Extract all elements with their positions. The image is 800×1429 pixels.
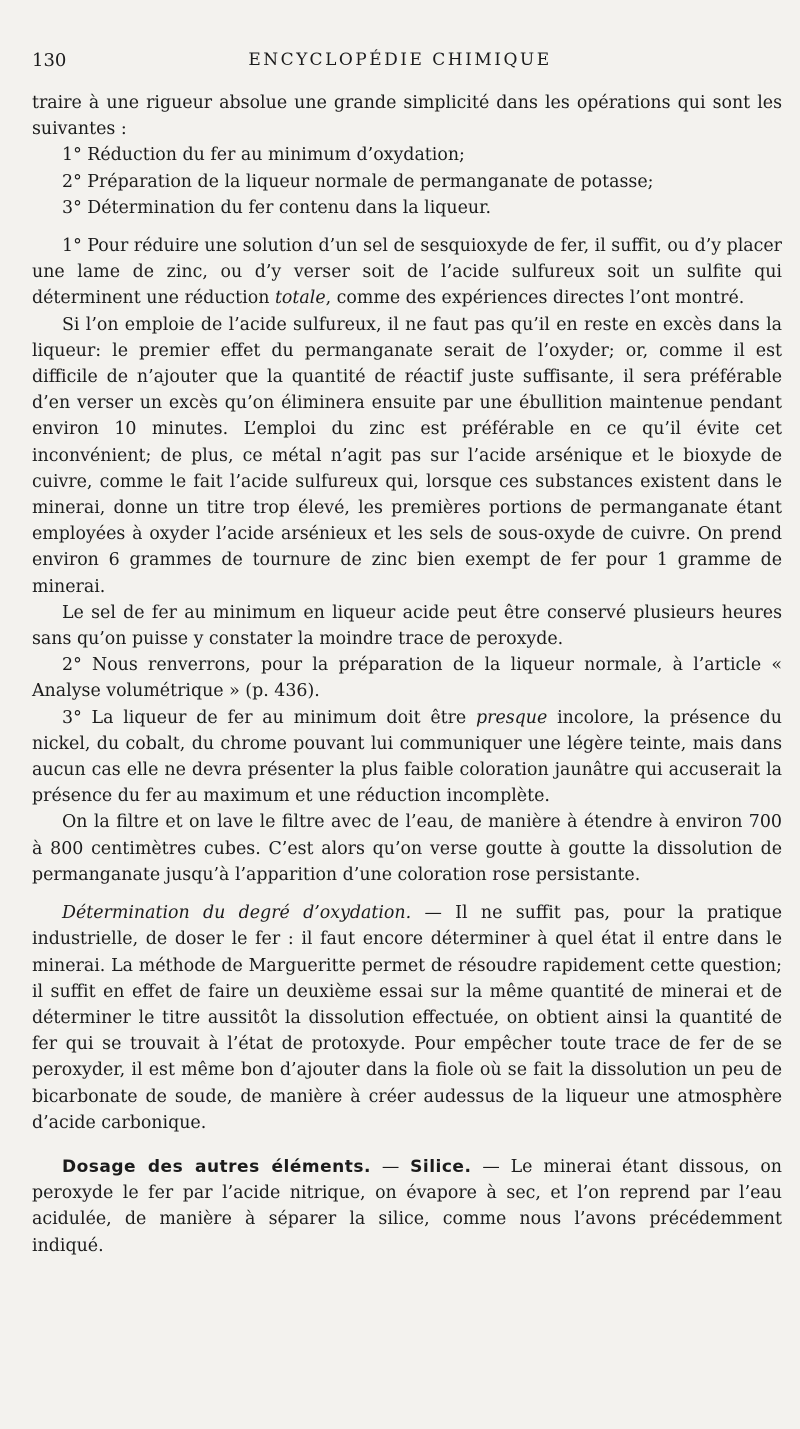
text-span: 3° La liqueur de fer au minimum doit être — [62, 707, 476, 728]
paragraph-liqueur-normale: 2° Nous renverrons, pour la préparation de la liqueur normale, à l’article « Analyse volumétrique » (p. 436). — [32, 655, 782, 702]
list-item-3: 3° Détermination du fer contenu dans la liqueur. — [62, 197, 492, 218]
paragraph-degre-oxydation — [32, 900, 782, 1136]
subsection-heading: Silice. — [410, 1156, 472, 1177]
page-number: 130 — [32, 50, 67, 71]
paragraph-filtre: On la filtre et on lave le filtre avec de l’eau, de manière à étendre à environ 700 à 800 centimètres cubes. C’est alors qu’on verse goutte à goutte la dissolution de permanganate jusqu’à l’apparition d’une coloration rose persistante. — [32, 812, 782, 885]
section-heading: Dosage des autres éléments. — [62, 1156, 371, 1177]
section-title-italic: Détermination du degré d’oxydation. — [62, 903, 412, 924]
running-title: ENCYCLOPÉDIE CHIMIQUE — [248, 50, 552, 70]
emphasis: totale — [274, 288, 326, 309]
text-span: , comme des expériences directes l’ont montré. — [325, 288, 745, 309]
emphasis: presque — [476, 707, 548, 728]
paragraph-reduction — [32, 233, 782, 312]
paragraph-liqueur-incolore — [32, 705, 782, 810]
list-item-2: 2° Préparation de la liqueur normale de permanganate de potasse; — [62, 171, 654, 192]
text-span: — Il ne suffit pas, pour la pratique industrielle, de doser le fer : il faut encore déterminer à quel état il entre dans le minerai. La méthode de Margueritte permet de résoudre rapidement cette question; il suffit en effet de faire un deuxième essai sur la même quantité de minerai et de déterminer le titre aussitôt la dissolution effectuée, on obtient ainsi la quantité de fer qui se trouvait à l’état de protoxyde. Pour empêcher toute trace de fer de se peroxyder, il est même bon d’ajouter dans la fiole où se fait la dissolution un peu de bicarbonate de soude, de manière à créer audessus de la liqueur une atmosphère d’acide carbonique. — [32, 903, 783, 1133]
paragraph-intro: traire à une rigueur absolue une grande simplicité dans les opérations qui sont les suivantes : — [32, 93, 782, 140]
text-span: 1° Pour réduire une solution d’un sel de sesquioxyde de fer, il suffit, ou d’y placer une lame de zinc, ou d’y verser soit de l’acide sulfureux soit un sulfite qui déterminent une réduction — [32, 236, 782, 309]
text-span: — Le minerai étant dissous, on peroxyde le fer par l’acide nitrique, on évapore à sec, et l’on reprend par l’eau acidulée, de manière à séparer la silice, comme nous l’avons précédemment indiqué. — [32, 1156, 782, 1256]
paragraph-sel-de-fer: Le sel de fer au minimum en liqueur acide peut être conservé plusieurs heures sans qu’on puisse y constater la moindre trace de peroxyde. — [32, 602, 782, 650]
paragraph-dosage — [32, 1154, 782, 1259]
text-span: incolore, la présence du nickel, du cobalt, du chrome pouvant lui communiquer une légère teinte, mais dans aucun cas elle ne devra présenter la plus faible coloration jaunâtre qui accuserait la présence du fer au maximum et une réduction incomplète. — [32, 707, 782, 807]
body-text — [32, 90, 782, 1259]
list-item-1: 1° Réduction du fer au minimum d’oxydation; — [62, 145, 465, 166]
page-header — [0, 50, 800, 78]
paragraph-acide-sulfureux: Si l’on emploie de l’acide sulfureux, il ne faut pas qu’il en reste en excès dans la liqueur: le premier effet du permanganate serait de l’oxyder; or, comme il est difficile de n’ajouter que la quantité de réactif juste suffisante, il sera préférable d’en verser un excès qu’on éliminera ensuite par une ébullition maintenue pendant environ 10 minutes. L’emploi du zinc est préférable en ce qu’il évite cet inconvénient; de plus, ce métal n’agit pas sur l’acide arsénique et le bioxyde de cuivre, comme le fait l’acide sulfureux qui, lorsque ces substances existent dans le minerai, donne un titre trop élevé, les premières portions de permanganate étant employées à oxyder l’acide arsénieux et les sels de sous-oxyde de cuivre. On prend environ 6 grammes de tournure de zinc bien exempt de fer pour 1 gramme de minerai. — [32, 314, 782, 597]
text-span: — — [370, 1156, 411, 1177]
